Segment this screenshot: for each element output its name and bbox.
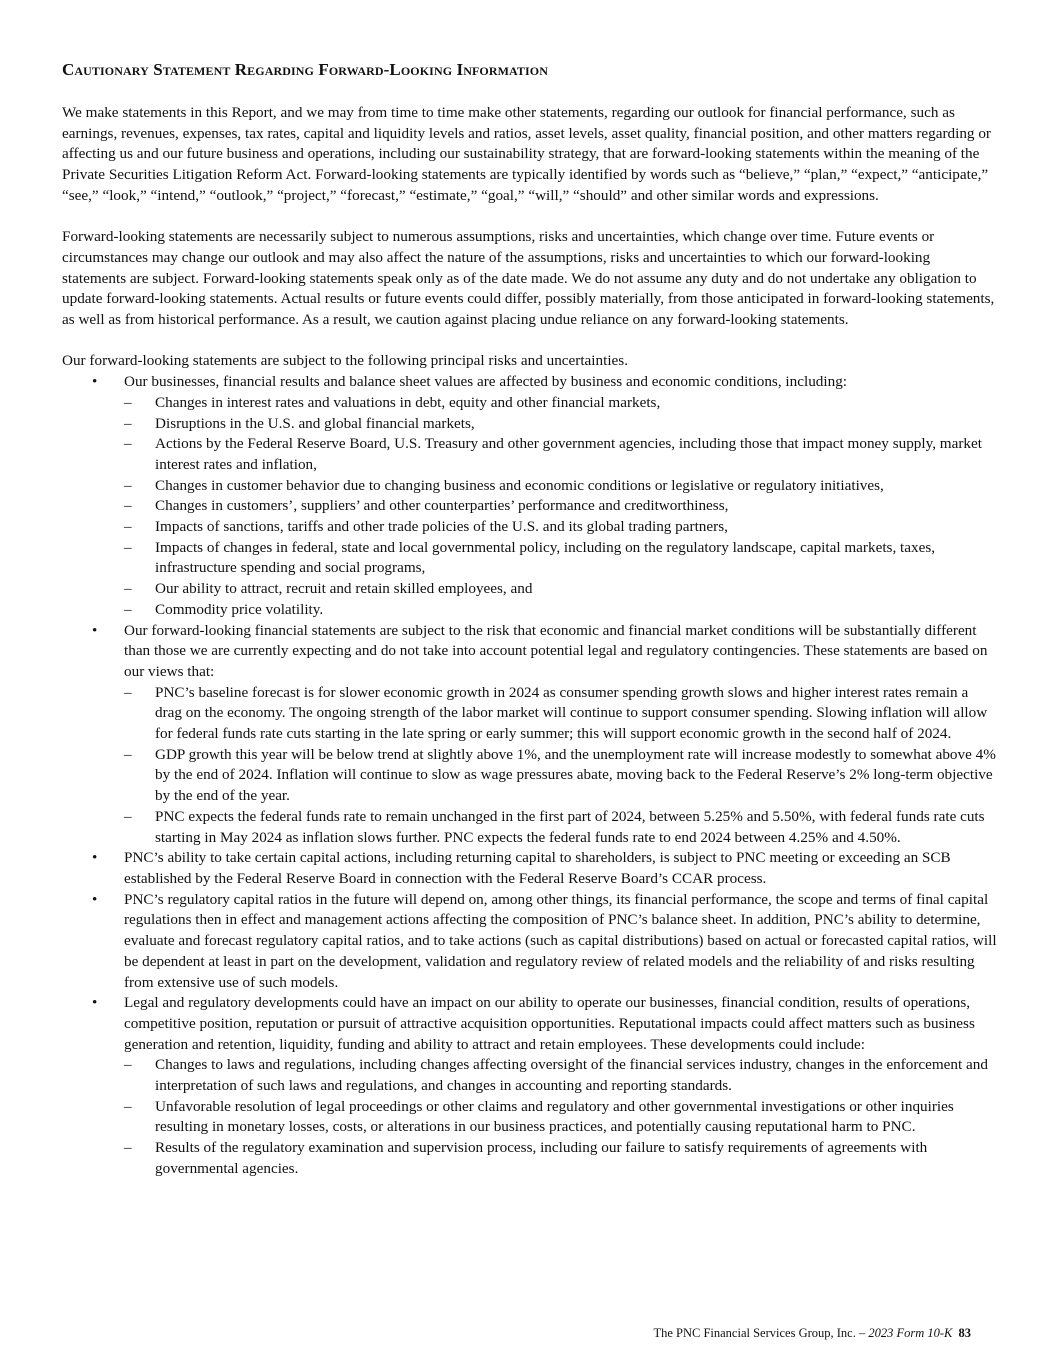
sub-risk-item bbox=[124, 496, 997, 517]
dash-marker: – bbox=[124, 435, 132, 453]
sub-risk-text: Disruptions in the U.S. and global financial markets, bbox=[155, 414, 475, 432]
risk-item-text: Our businesses, financial results and balance sheet values are affected by business and economic conditions, including: bbox=[124, 373, 848, 391]
sub-risk-text: Results of the regulatory examination and supervision process, including our failure to satisfy requirements of agreements with governmental agencies. bbox=[155, 1139, 928, 1177]
bullet-marker: • bbox=[92, 994, 98, 1012]
risk-item-text: PNC’s regulatory capital ratios in the future will depend on, among other things, its financial performance, the scope and terms of final capital regulations then in effect and management actions affecting the composition of PNC’s balance sheet. In addition, PNC’s ability to determine, evaluate and forecast regulatory capital ratios, and to take actions (such as capital distributions) based on actual or forecasted capital ratios, will be dependent at least in part on the development, validation and regulatory review of related models and the reliability of and risks resulting from extensive use of such models. bbox=[124, 890, 997, 991]
dash-marker: – bbox=[124, 538, 132, 556]
dash-marker: – bbox=[124, 414, 132, 432]
section-heading: Cautionary Statement Regarding Forward-Looking Information bbox=[62, 60, 548, 79]
dash-marker: – bbox=[124, 1139, 132, 1157]
dash-marker: – bbox=[124, 476, 132, 494]
paragraph-forward-looking-definition: We make statements in this Report, and we may from time to time make other statements, regarding our outlook for financial performance, such as earnings, revenues, expenses, tax rates, capital and liquidity levels and ratios, asset levels, asset quality, financial position, and other matters regarding or affecting us and our future business and operations, including our sustainability strategy, that are forward-looking statements within the meaning of the Private Securities Litigation Reform Act. Forward-looking statements are typically identified by words such as “believe,” “plan,” “expect,” “anticipate,” “see,” “look,” “intend,” “outlook,” “project,” “forecast,” “estimate,” “goal,” “will,” “should” and other similar words and expressions. bbox=[62, 104, 991, 204]
bullet-marker: • bbox=[92, 621, 98, 639]
sub-risk-text: Actions by the Federal Reserve Board, U.S. Treasury and other government agencies, including those that impact money supply, market interest rates and inflation, bbox=[155, 435, 982, 473]
sub-risk-text: Impacts of changes in federal, state and local governmental policy, including on the regulatory landscape, capital markets, taxes, infrastructure spending and social programs, bbox=[155, 538, 936, 577]
dash-marker: – bbox=[124, 1097, 132, 1115]
dash-marker: – bbox=[124, 580, 132, 598]
risk-list bbox=[62, 372, 997, 1179]
footer-form: 2023 Form 10-K bbox=[868, 1326, 953, 1340]
sub-risk-item bbox=[124, 538, 997, 579]
dash-marker: – bbox=[124, 497, 132, 515]
dash-marker: – bbox=[124, 807, 132, 825]
dash-marker: – bbox=[124, 683, 132, 701]
paragraph-assumptions-risks: Forward-looking statements are necessarily subject to numerous assumptions, risks and uncertainties, which change over time. Future events or circumstances may change our outlook and may also affect the nature of the assumptions, risks and uncertainties to which our forward-looking statements are subject. Forward-looking statements speak only as of the date made. We do not assume any duty and do not undertake any obligation to update forward-looking statements. Actual results or future events could differ, possibly materially, from those anticipated in forward-looking statements, as well as from historical performance. As a result, we caution against placing undue reliance on any forward-looking statements. bbox=[62, 228, 995, 329]
sub-risk-item bbox=[124, 517, 997, 538]
sub-risk-item bbox=[124, 1138, 997, 1179]
dash-marker: – bbox=[124, 600, 132, 618]
risk-item bbox=[62, 372, 997, 620]
sub-risk-list bbox=[124, 393, 997, 621]
page-footer bbox=[653, 1325, 971, 1341]
sub-risk-text: Impacts of sanctions, tariffs and other trade policies of the U.S. and its global trading partners, bbox=[155, 518, 728, 536]
risk-item-text: PNC’s ability to take certain capital actions, including returning capital to shareholders, is subject to PNC meeting or exceeding an SCB established by the Federal Reserve Board in connection with the Federal Reserve Board’s CCAR process. bbox=[124, 849, 951, 887]
sub-risk-item bbox=[124, 600, 997, 621]
sub-risk-item bbox=[124, 807, 997, 848]
risk-item bbox=[62, 621, 997, 849]
sub-risk-item bbox=[124, 414, 997, 435]
risk-item bbox=[62, 993, 997, 1179]
sub-risk-text: Unfavorable resolution of legal proceedings or other claims and regulatory and other governmental investigations or other inquiries resulting in monetary losses, costs, or alterations in our business practices, and potentially causing reputational harm to PNC. bbox=[155, 1097, 954, 1136]
sub-risk-item bbox=[124, 745, 997, 807]
sub-risk-text: Changes to laws and regulations, including changes affecting oversight of the financial services industry, changes in the enforcement and interpretation of such laws and regulations, and changes in accounting and reporting standards. bbox=[155, 1056, 988, 1095]
sub-risk-text: GDP growth this year will be below trend at slightly above 1%, and the unemployment rate will increase modestly to somewhat above 4% by the end of 2024. Inflation will continue to slow as wage pressures abate, moving back to the Federal Reserve’s 2% long-term objective by the end of the year. bbox=[155, 745, 996, 805]
sub-risk-item bbox=[124, 434, 997, 475]
sub-risk-text: Changes in interest rates and valuations in debt, equity and other financial markets, bbox=[155, 393, 661, 411]
risk-item-text: Our forward-looking financial statements are subject to the risk that economic and financial market conditions will be substantially different than those we are currently expecting and do not take into account potential legal and regulatory contingencies. These statements are based on our views that: bbox=[124, 621, 988, 680]
sub-risk-text: Changes in customers’, suppliers’ and other counterparties’ performance and creditworthiness, bbox=[155, 497, 729, 515]
dash-marker: – bbox=[124, 393, 132, 411]
dash-marker: – bbox=[124, 745, 132, 763]
sub-risk-item bbox=[124, 1055, 997, 1096]
risk-item-text: Legal and regulatory developments could have an impact on our ability to operate our businesses, financial condition, results of operations, competitive position, reputation or pursuit of attractive acquisition opportunities. Reputational impacts could affect matters such as business generation and retention, liquidity, funding and ability to attract and retain employees. These developments could include: bbox=[124, 994, 975, 1053]
risk-item bbox=[62, 848, 997, 889]
sub-risk-item bbox=[124, 579, 997, 600]
risks-intro: Our forward-looking statements are subject to the following principal risks and uncertainties. bbox=[62, 352, 629, 370]
footer-company: The PNC Financial Services Group, Inc. – bbox=[653, 1326, 866, 1340]
bullet-marker: • bbox=[92, 373, 98, 391]
sub-risk-item bbox=[124, 476, 997, 497]
sub-risk-text: PNC’s baseline forecast is for slower economic growth in 2024 as consumer spending growth slows and higher interest rates remain a drag on the economy. The ongoing strength of the labor market will continue to support consumer spending. Slowing inflation will allow for federal funds rate cuts starting in the late spring or early summer; this will support economic growth in the second half of 2024. bbox=[155, 683, 988, 743]
sub-risk-text: PNC expects the federal funds rate to remain unchanged in the first part of 2024, between 5.25% and 5.50%, with federal funds rate cuts starting in May 2024 as inflation slows further. PNC expects the federal funds rate to end 2024 between 4.25% and 4.50%. bbox=[155, 807, 985, 846]
dash-marker: – bbox=[124, 518, 132, 536]
dash-marker: – bbox=[124, 1056, 132, 1074]
sub-risk-text: Commodity price volatility. bbox=[155, 600, 324, 618]
sub-risk-list bbox=[124, 1055, 997, 1179]
sub-risk-list bbox=[124, 683, 997, 849]
sub-risk-text: Our ability to attract, recruit and retain skilled employees, and bbox=[155, 580, 533, 598]
sub-risk-text: Changes in customer behavior due to changing business and economic conditions or legislative or regulatory initiatives, bbox=[155, 476, 884, 494]
bullet-marker: • bbox=[92, 890, 98, 908]
sub-risk-item bbox=[124, 393, 997, 414]
risk-item bbox=[62, 890, 997, 994]
page-number: 83 bbox=[958, 1326, 971, 1340]
sub-risk-item bbox=[124, 683, 997, 745]
document-page bbox=[62, 58, 997, 1180]
bullet-marker: • bbox=[92, 849, 98, 867]
sub-risk-item bbox=[124, 1097, 997, 1138]
